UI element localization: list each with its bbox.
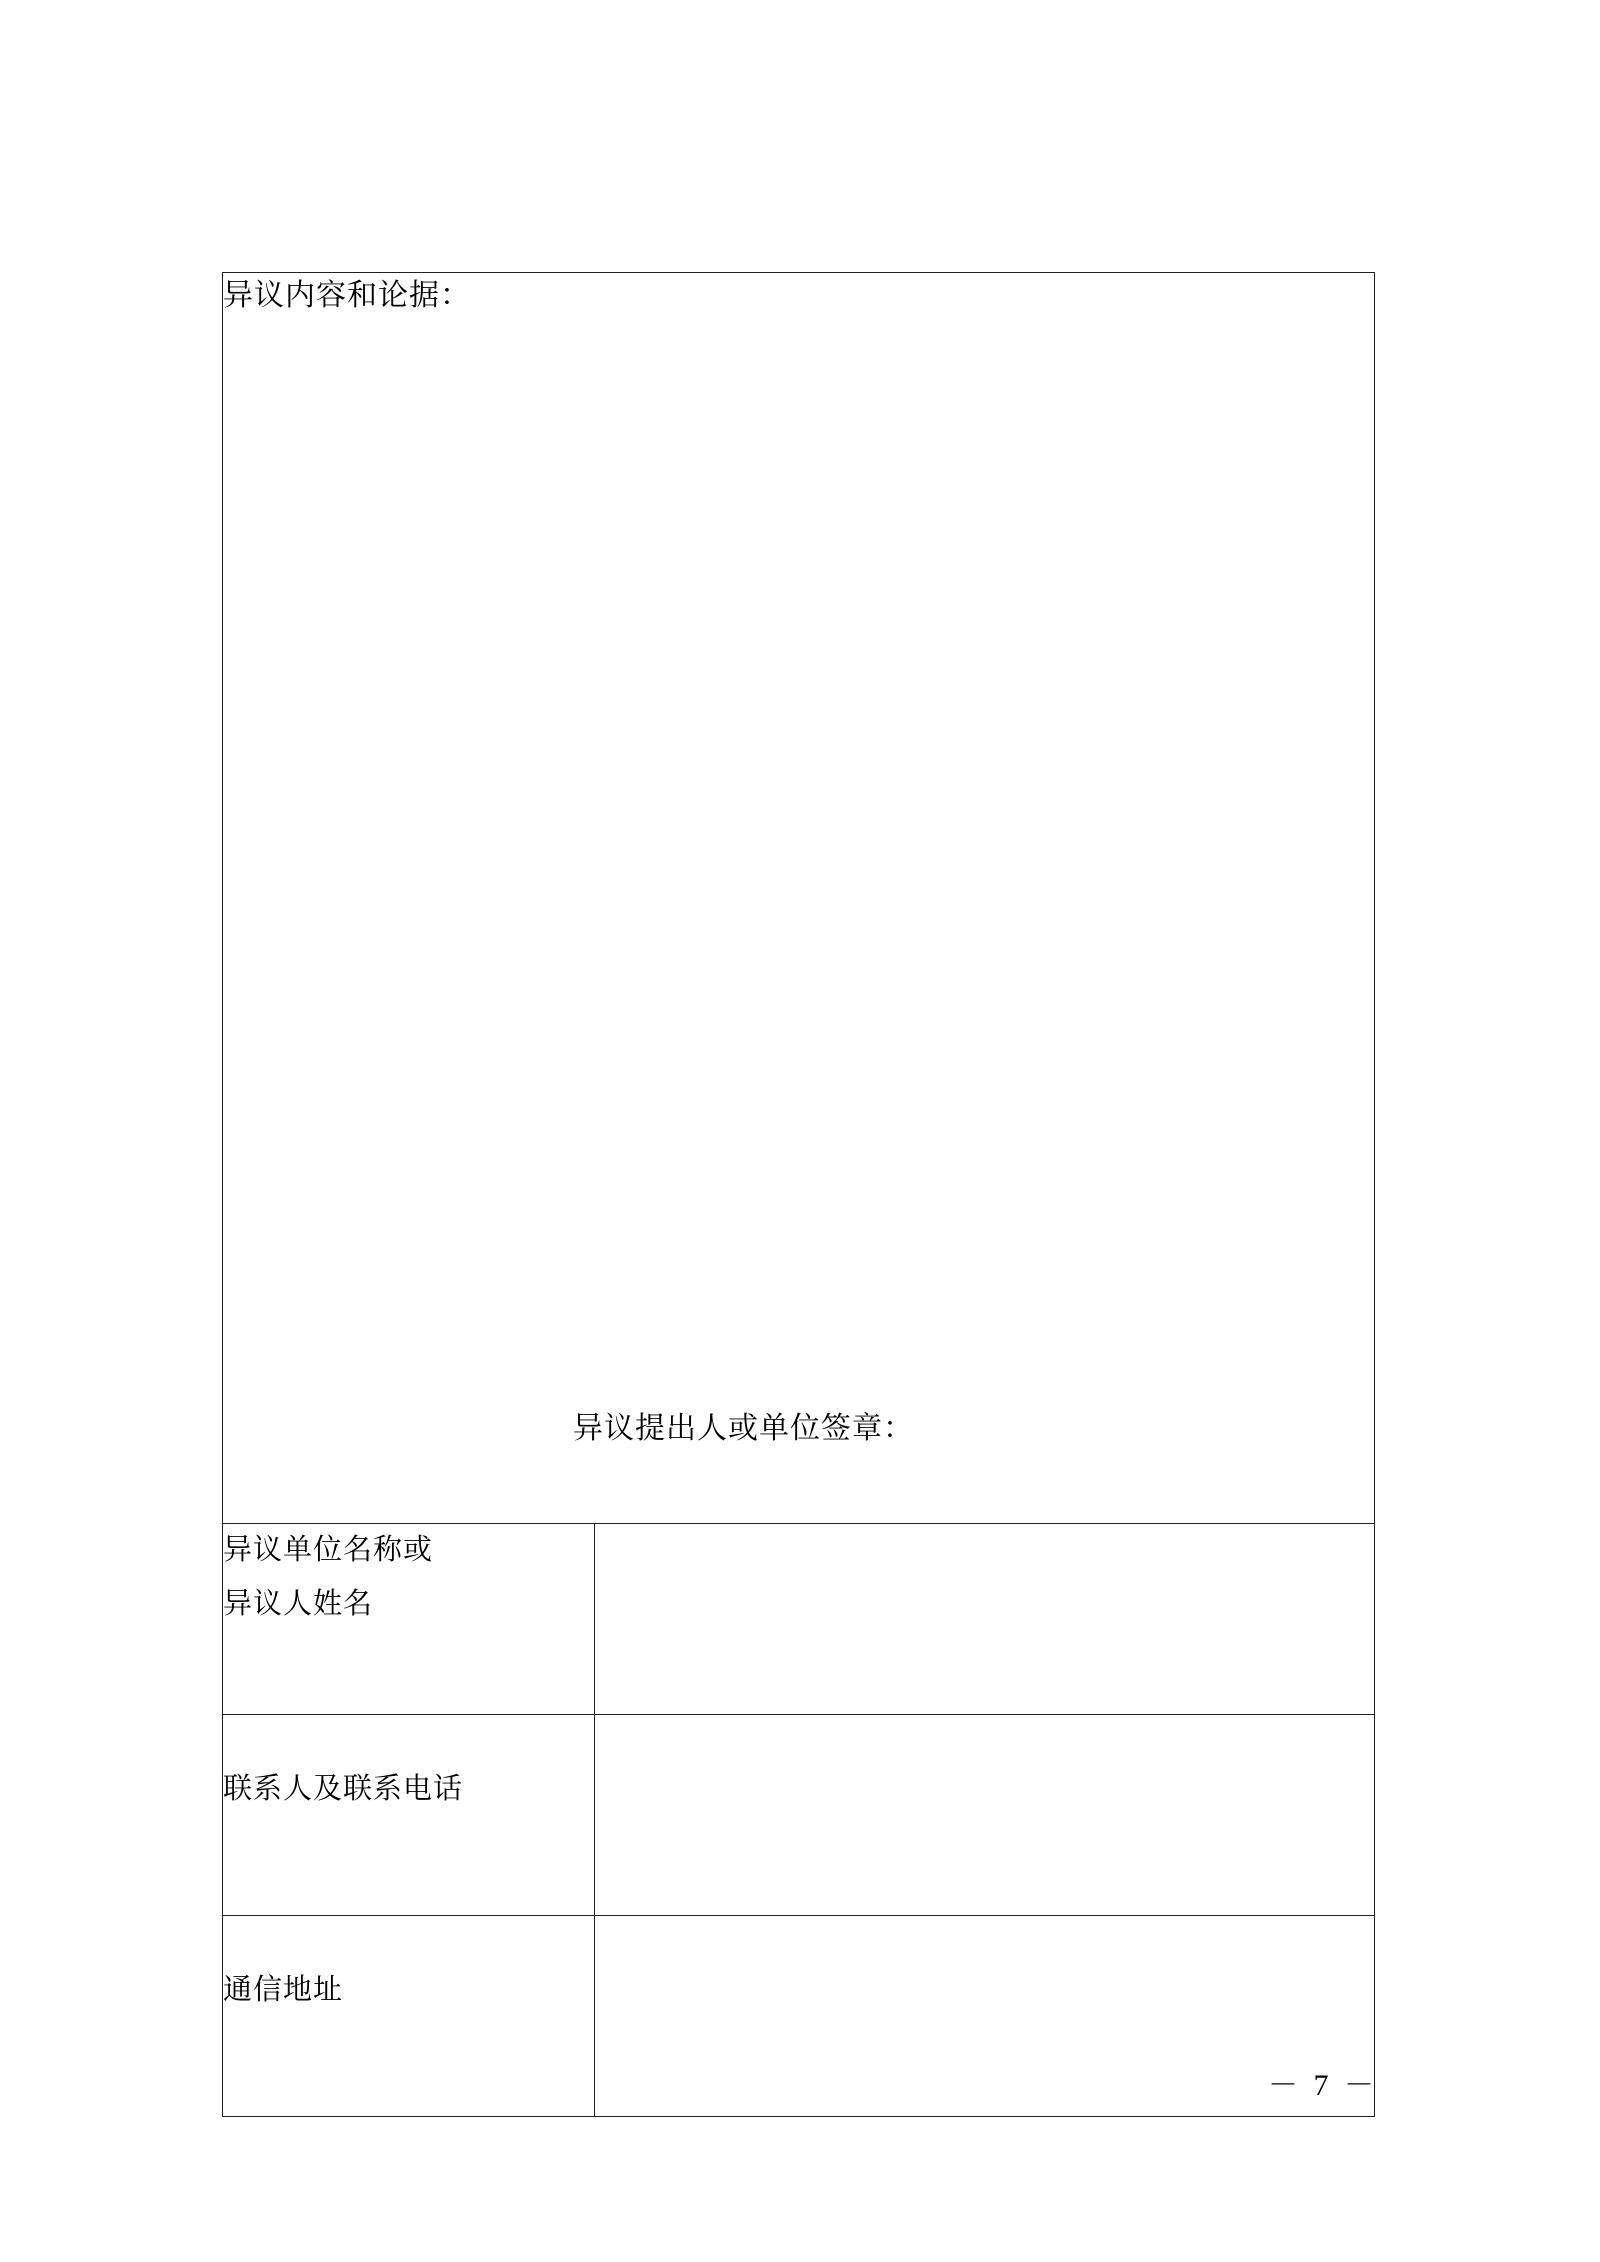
field-label-contact-person-phone [223, 1715, 595, 1916]
field-value-contact-person-phone[interactable] [595, 1715, 1375, 1916]
signature-label: 异议提出人或单位签章： [573, 1412, 914, 1445]
objection-form-table [222, 272, 1375, 2117]
field-label-line-1: 联系人及联系电话 [223, 1773, 464, 1805]
field-label-line-2: 异议人姓名 [223, 1587, 374, 1620]
field-label-objector-name [223, 1524, 595, 1715]
field-label-line-1: 通信地址 [223, 1974, 344, 2006]
field-label-line-1: 异议单位名称或 [223, 1534, 434, 1566]
page-number: － 7 － [1268, 2069, 1378, 2102]
table-row-content [223, 273, 1375, 1524]
table-row [223, 1715, 1375, 1916]
field-value-objector-name[interactable] [595, 1524, 1375, 1715]
objection-content-cell[interactable] [223, 273, 1375, 1524]
objection-content-label: 异议内容和论据： [223, 279, 471, 312]
table-row [223, 1524, 1375, 1715]
